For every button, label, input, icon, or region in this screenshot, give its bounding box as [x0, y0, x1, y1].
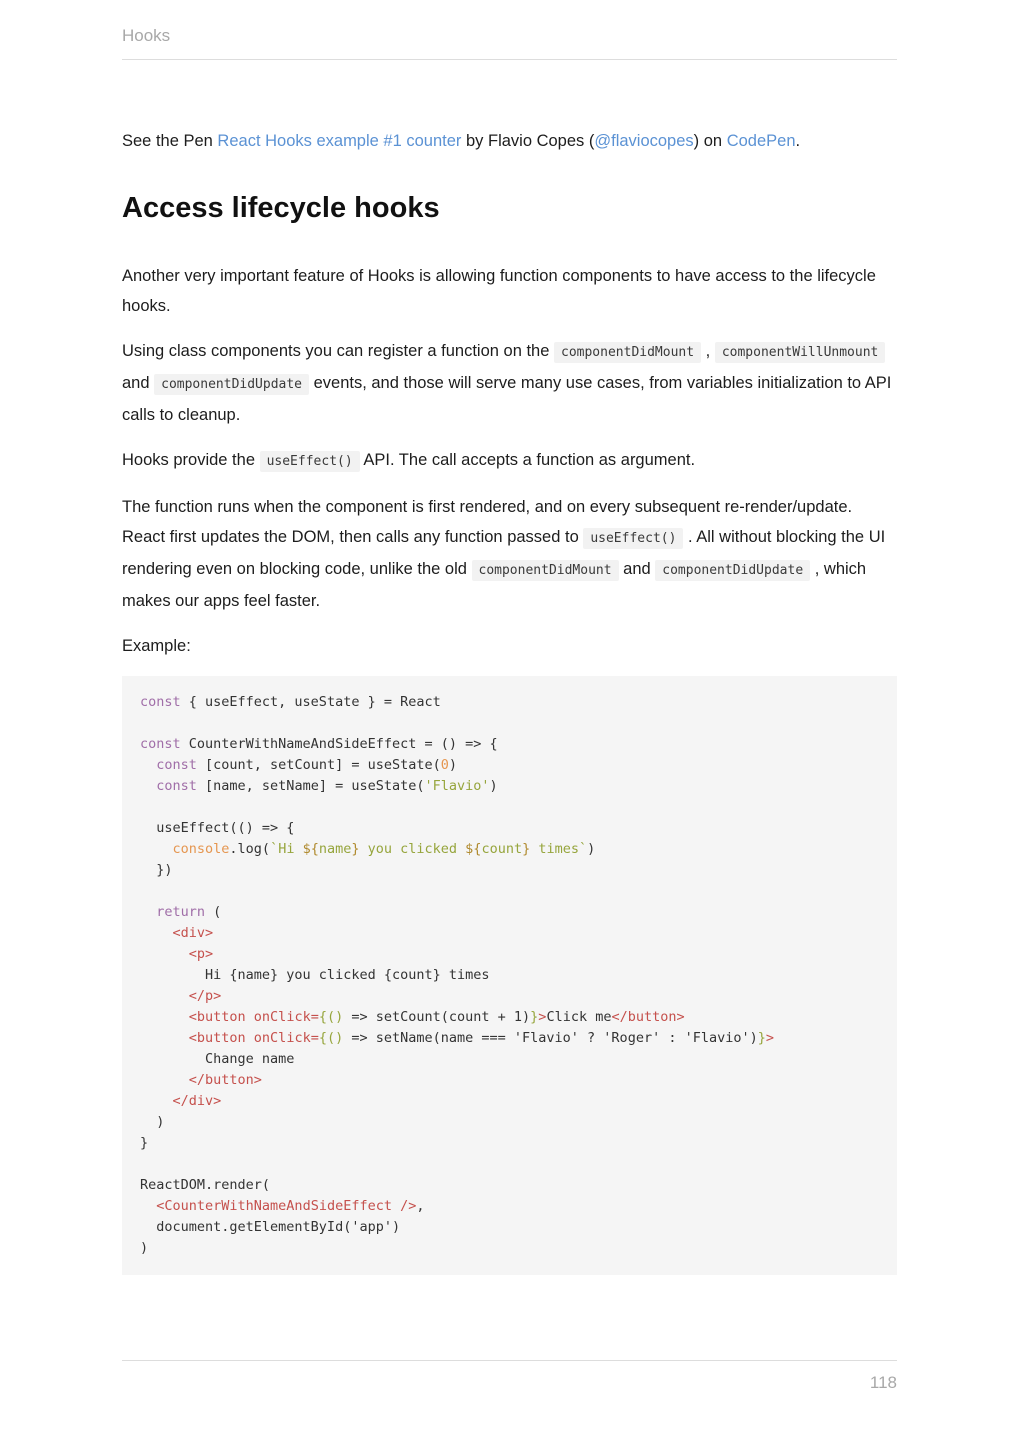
code-token: <div>: [172, 925, 214, 941]
code-token: [140, 988, 189, 1004]
code-token: Click me: [546, 1009, 612, 1025]
page-header: [122, 26, 897, 60]
code-token: [140, 1030, 189, 1046]
code-token: >: [538, 1009, 547, 1025]
code-token: return: [156, 904, 206, 920]
inline-code: componentWillUnmount: [715, 342, 886, 363]
code-token: ${: [302, 841, 319, 857]
text-run: API. The call accepts a function as argument.: [359, 451, 696, 469]
code-token: { useEffect, useState } = React: [180, 694, 441, 710]
code-token: => setName(name === 'Flavio' ? 'Roger' : 'Flavio'): [343, 1030, 758, 1046]
code-token: Change name: [140, 1051, 295, 1067]
code-token: 0: [440, 757, 449, 773]
section-heading: Access lifecycle hooks: [122, 192, 440, 224]
code-token: }: [351, 841, 360, 857]
code-token: document.getElementById('app'): [140, 1219, 401, 1235]
code-line: [140, 1175, 879, 1196]
code-line: [140, 776, 879, 797]
code-line: [140, 860, 879, 881]
code-token: const: [156, 778, 197, 794]
paragraph-class-components: [122, 336, 897, 430]
code-token: const: [140, 736, 181, 752]
code-line: [140, 692, 879, 713]
code-token: >: [765, 1030, 775, 1046]
code-token: CounterWithNameAndSideEffect = () => {: [180, 736, 498, 752]
code-line: [140, 1217, 879, 1238]
code-token: {(): [318, 1009, 344, 1025]
text-run: Using class components you can register a function on the: [122, 342, 554, 360]
code-token: [140, 757, 156, 773]
inline-code: componentDidUpdate: [154, 374, 309, 395]
footer-divider: [122, 1360, 897, 1361]
inline-code: componentDidMount: [472, 560, 619, 581]
code-line: [140, 944, 879, 965]
code-token: you clicked: [359, 841, 466, 857]
code-token: count: [481, 841, 523, 857]
example-label: Example:: [122, 637, 191, 655]
code-token: [140, 925, 173, 941]
code-line: [140, 755, 879, 776]
inline-link[interactable]: React Hooks example #1 counter: [217, 132, 462, 150]
code-token: Hi {name} you clicked {count} times: [140, 967, 490, 983]
code-token: `Hi: [270, 841, 303, 857]
text-run: ,: [701, 342, 715, 360]
code-line: [140, 1049, 879, 1070]
inline-code: componentDidUpdate: [655, 560, 810, 581]
code-token: </button>: [611, 1009, 685, 1025]
page-footer: [122, 1360, 897, 1393]
text-run: Hooks provide the: [122, 451, 260, 469]
inline-code: useEffect(): [260, 451, 360, 472]
paragraph-lifecycle-hooks: [122, 261, 897, 321]
code-line: [140, 1028, 879, 1049]
code-line: [140, 986, 879, 1007]
code-token: [140, 841, 173, 857]
code-token: ReactDOM.render(: [140, 1177, 271, 1193]
code-content: [140, 692, 879, 1259]
code-token: => setCount(count + 1): [343, 1009, 531, 1025]
inline-link[interactable]: @flaviocopes: [594, 132, 694, 150]
page-content: [122, 60, 897, 1275]
code-token: <CounterWithNameAndSideEffect />: [156, 1198, 417, 1214]
code-line: [140, 713, 879, 734]
code-token: [140, 904, 156, 920]
code-line: [140, 1070, 879, 1091]
code-token: useEffect(() => {: [140, 820, 295, 836]
intro-paragraph: [122, 126, 897, 156]
text-run: and: [618, 560, 656, 578]
code-line: [140, 1091, 879, 1112]
code-token: [140, 946, 189, 962]
text-run: .: [795, 132, 801, 150]
text-run: . All without blocking the UI rendering even on blocking code, unlike the old: [122, 528, 886, 578]
code-token: .log(: [229, 841, 271, 857]
code-token: ${: [465, 841, 482, 857]
code-token: [count, setCount] = useState(: [196, 757, 441, 773]
paragraph-useeffect-api: [122, 445, 897, 477]
code-token: [name, setName] = useState(: [196, 778, 425, 794]
code-line: [140, 1154, 879, 1175]
code-line: [140, 902, 879, 923]
code-token: const: [156, 757, 197, 773]
code-line: [140, 1238, 879, 1259]
paragraph-function-runs: [122, 492, 897, 616]
code-line: [140, 1133, 879, 1154]
code-token: </button>: [188, 1072, 262, 1088]
code-block: [122, 676, 897, 1275]
code-line: [140, 965, 879, 986]
code-token: </p>: [188, 988, 222, 1004]
code-token: times`: [530, 841, 588, 857]
code-token: </div>: [172, 1093, 222, 1109]
code-token: ): [489, 778, 498, 794]
text-run: ) on: [693, 132, 727, 150]
code-token: }: [757, 1030, 766, 1046]
inline-code: componentDidMount: [554, 342, 701, 363]
inline-link[interactable]: CodePen: [726, 132, 796, 150]
code-token: [140, 1093, 173, 1109]
code-token: ,: [416, 1198, 425, 1214]
code-token: <button onClick=: [188, 1009, 319, 1025]
code-line: [140, 818, 879, 839]
text-run: See the Pen: [122, 132, 218, 150]
code-line: [140, 923, 879, 944]
code-token: ): [140, 1114, 165, 1130]
code-line: [140, 881, 879, 902]
code-token: (: [205, 904, 222, 920]
text-run: events, and those will serve many use cases, from variables initialization to API calls to cleanup.: [122, 374, 892, 424]
code-token: [140, 1198, 156, 1214]
code-token: <p>: [188, 946, 214, 962]
text-run: The function runs when the component is first rendered, and on every subsequent re-render/update. React first updates the DOM, then calls any function passed to: [122, 498, 853, 546]
code-token: name: [318, 841, 352, 857]
running-title: Hooks: [122, 26, 171, 45]
text-run: , which makes our apps feel faster.: [122, 560, 867, 610]
code-token: ): [140, 1240, 149, 1256]
text-run: by Flavio Copes (: [461, 132, 595, 150]
code-token: }: [530, 1009, 539, 1025]
text-run: and: [122, 374, 155, 392]
code-token: }): [140, 862, 173, 878]
page-number: 118: [869, 1373, 897, 1392]
code-line: [140, 797, 879, 818]
text-run: Another very important feature of Hooks is allowing function components to have access to the lifecycle hooks.: [122, 267, 876, 315]
code-token: ): [448, 757, 458, 773]
code-token: [140, 778, 156, 794]
code-token: [140, 1009, 189, 1025]
code-line: [140, 1196, 879, 1217]
code-token: [140, 1072, 189, 1088]
code-token: }: [522, 841, 531, 857]
code-token: {(): [318, 1030, 344, 1046]
code-line: [140, 734, 879, 755]
code-token: <button onClick=: [188, 1030, 319, 1046]
code-line: [140, 839, 879, 860]
code-token: }: [140, 1135, 149, 1151]
code-line: [140, 1007, 879, 1028]
code-token: ): [587, 841, 596, 857]
code-token: console: [172, 841, 230, 857]
code-token: 'Flavio': [424, 778, 490, 794]
code-line: [140, 1112, 879, 1133]
code-token: const: [140, 694, 181, 710]
inline-code: useEffect(): [583, 528, 683, 549]
